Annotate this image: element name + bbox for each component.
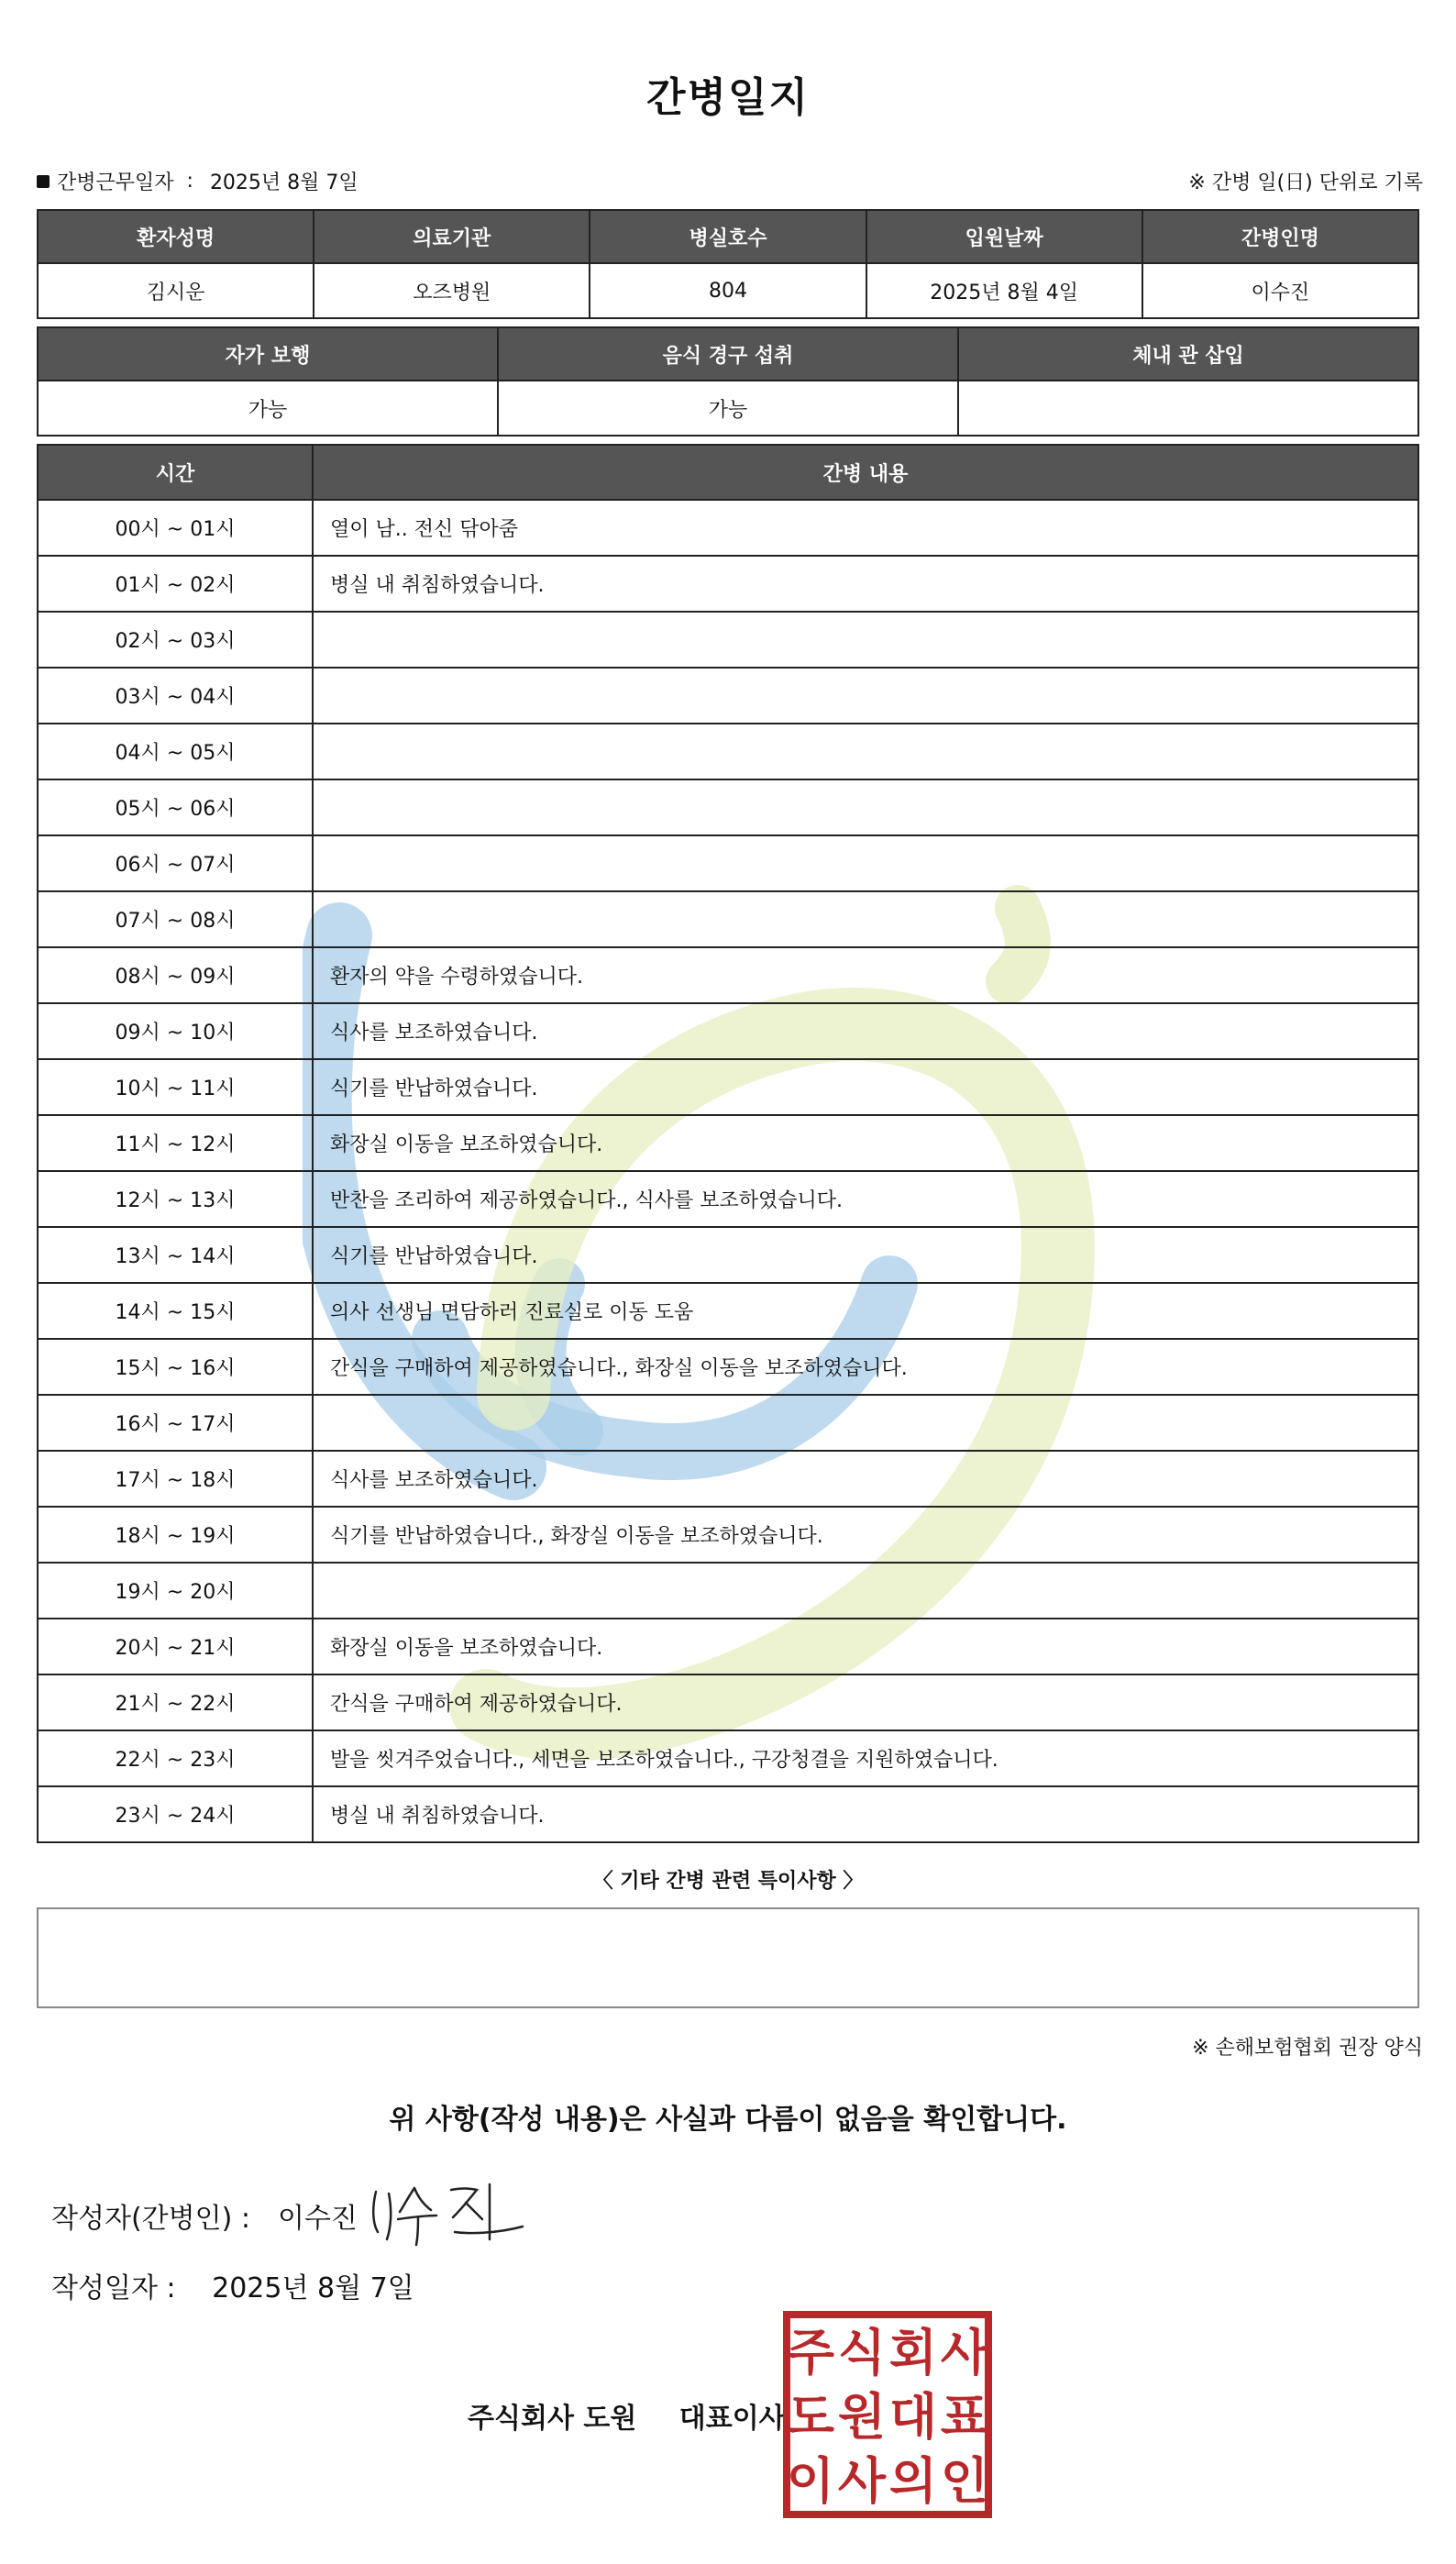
time-cell: 23시 ~ 24시 xyxy=(38,1786,313,1842)
company-name: 주식회사 도원 xyxy=(468,2403,637,2435)
care-content-cell: 병실 내 취침하였습니다. xyxy=(313,556,1418,612)
company-line xyxy=(468,2395,786,2436)
room-number-cell: 804 xyxy=(590,263,866,318)
author-name: 이수진 xyxy=(277,2203,358,2235)
time-cell: 15시 ~ 16시 xyxy=(38,1339,313,1395)
care-content-cell: 식기를 반납하였습니다. xyxy=(313,1059,1418,1115)
seal-character: 사 xyxy=(837,2452,887,2510)
ability-header-cell: 체내 관 삽입 xyxy=(958,327,1418,381)
table-row xyxy=(38,1563,1418,1619)
seal-character: 인 xyxy=(940,2452,989,2510)
time-cell: 02시 ~ 03시 xyxy=(38,612,313,668)
written-date-line xyxy=(51,2265,414,2305)
work-date-colon: : xyxy=(186,170,193,193)
care-content-cell: 식기를 반납하였습니다., 화장실 이동을 보조하였습니다. xyxy=(313,1507,1418,1563)
time-cell: 17시 ~ 18시 xyxy=(38,1451,313,1507)
time-cell: 12시 ~ 13시 xyxy=(38,1171,313,1227)
care-content-cell: 환자의 약을 수령하였습니다. xyxy=(313,947,1418,1003)
care-content-cell: 간식을 구매하여 제공하였습니다. xyxy=(313,1674,1418,1730)
table-row xyxy=(38,1507,1418,1563)
seal-character: 회 xyxy=(888,2324,938,2382)
time-cell: 07시 ~ 08시 xyxy=(38,891,313,947)
content-header-cell: 간병 내용 xyxy=(313,445,1418,500)
care-content-cell: 의사 선생님 면담하러 진료실로 이동 도움 xyxy=(313,1283,1418,1339)
tube-insertion-cell xyxy=(958,381,1418,436)
table-row xyxy=(38,1339,1418,1395)
care-content-cell xyxy=(313,1563,1418,1619)
table-row xyxy=(38,1171,1418,1227)
table-row xyxy=(38,1674,1418,1730)
time-cell: 18시 ~ 19시 xyxy=(38,1507,313,1563)
time-cell: 06시 ~ 07시 xyxy=(38,835,313,891)
company-seal-stamp xyxy=(783,2311,992,2518)
page-title: 간병일지 xyxy=(645,74,810,121)
time-cell: 00시 ~ 01시 xyxy=(38,500,313,556)
table-row xyxy=(38,891,1418,947)
seal-character: 주 xyxy=(786,2324,835,2382)
seal-character: 도 xyxy=(786,2388,835,2446)
seal-character: 식 xyxy=(837,2324,887,2382)
care-log-body xyxy=(38,500,1418,1842)
care-content-cell xyxy=(313,612,1418,668)
work-date xyxy=(37,167,358,195)
seal-character: 이 xyxy=(786,2452,835,2510)
patient-name-cell: 김시운 xyxy=(38,263,314,318)
caregiver-name-cell: 이수진 xyxy=(1142,263,1418,318)
admission-date-cell: 2025년 8월 4일 xyxy=(866,263,1142,318)
table-row xyxy=(38,1059,1418,1115)
seal-character: 사 xyxy=(940,2324,989,2382)
time-cell: 21시 ~ 22시 xyxy=(38,1674,313,1730)
patient-ability-table xyxy=(37,326,1419,437)
care-content-cell: 화장실 이동을 보조하였습니다. xyxy=(313,1115,1418,1171)
care-content-cell xyxy=(313,779,1418,835)
patient-info-table xyxy=(37,209,1419,319)
table-row xyxy=(38,724,1418,779)
ability-header-cell: 자가 보행 xyxy=(38,327,498,381)
seal-character: 대 xyxy=(888,2388,938,2446)
ability-header-cell: 음식 경구 섭취 xyxy=(498,327,958,381)
time-cell: 03시 ~ 04시 xyxy=(38,668,313,724)
time-cell: 08시 ~ 09시 xyxy=(38,947,313,1003)
seal-character: 의 xyxy=(888,2452,938,2510)
record-note: ※ 간병 일(日) 단위로 기록 xyxy=(1188,171,1423,194)
source-note: ※ 손해보험협회 권장 양식 xyxy=(1192,2037,1423,2060)
bullet-square-icon xyxy=(37,175,50,188)
author-label: 작성자(간병인) : xyxy=(51,2203,250,2235)
time-cell: 14시 ~ 15시 xyxy=(38,1283,313,1339)
time-cell: 19시 ~ 20시 xyxy=(38,1563,313,1619)
time-cell: 01시 ~ 02시 xyxy=(38,556,313,612)
care-content-cell xyxy=(313,891,1418,947)
time-cell: 04시 ~ 05시 xyxy=(38,724,313,779)
time-cell: 05시 ~ 06시 xyxy=(38,779,313,835)
table-row xyxy=(38,1395,1418,1451)
patient-header-cell: 입원날짜 xyxy=(866,210,1142,263)
handwritten-signature xyxy=(367,2175,532,2249)
table-row xyxy=(38,1619,1418,1674)
time-cell: 09시 ~ 10시 xyxy=(38,1003,313,1059)
table-row xyxy=(38,947,1418,1003)
care-content-cell xyxy=(313,724,1418,779)
patient-header-cell: 환자성명 xyxy=(38,210,314,263)
work-date-label: 간병근무일자 xyxy=(57,171,174,194)
time-cell: 11시 ~ 12시 xyxy=(38,1115,313,1171)
care-content-cell xyxy=(313,835,1418,891)
care-content-cell xyxy=(313,668,1418,724)
time-cell: 20시 ~ 21시 xyxy=(38,1619,313,1674)
table-row xyxy=(38,1451,1418,1507)
hospital-cell: 오즈병원 xyxy=(314,263,590,318)
care-content-cell: 식사를 보조하였습니다. xyxy=(313,1451,1418,1507)
seal-character: 표 xyxy=(940,2388,989,2446)
oral-intake-cell: 가능 xyxy=(498,381,958,436)
table-row xyxy=(38,1283,1418,1339)
author-line xyxy=(51,2195,358,2236)
table-row xyxy=(38,500,1418,556)
care-content-cell: 발을 씻겨주었습니다., 세면을 보조하였습니다., 구강청결을 지원하였습니다. xyxy=(313,1730,1418,1786)
seal-character: 원 xyxy=(837,2388,887,2446)
work-date-value: 2025년 8월 7일 xyxy=(209,171,358,194)
patient-header-cell: 간병인명 xyxy=(1142,210,1418,263)
table-row xyxy=(38,835,1418,891)
table-row xyxy=(38,668,1418,724)
patient-header-cell: 병실호수 xyxy=(590,210,866,263)
table-row xyxy=(38,556,1418,612)
confirmation-statement: 위 사항(작성 내용)은 사실과 다름이 없음을 확인합니다. xyxy=(389,2104,1067,2136)
care-content-cell: 반찬을 조리하여 제공하였습니다., 식사를 보조하였습니다. xyxy=(313,1171,1418,1227)
time-header-cell: 시간 xyxy=(38,445,313,500)
care-content-cell: 간식을 구매하여 제공하였습니다., 화장실 이동을 보조하였습니다. xyxy=(313,1339,1418,1395)
notes-box xyxy=(37,1907,1419,2008)
time-cell: 22시 ~ 23시 xyxy=(38,1730,313,1786)
time-cell: 10시 ~ 11시 xyxy=(38,1059,313,1115)
time-cell: 13시 ~ 14시 xyxy=(38,1227,313,1283)
self-walking-cell: 가능 xyxy=(38,381,498,436)
table-row xyxy=(38,1786,1418,1842)
care-content-cell: 식기를 반납하였습니다. xyxy=(313,1227,1418,1283)
table-row xyxy=(38,1730,1418,1786)
ceo-title: 대표이사 xyxy=(678,2403,786,2435)
table-row xyxy=(38,779,1418,835)
care-content-cell: 화장실 이동을 보조하였습니다. xyxy=(313,1619,1418,1674)
table-row xyxy=(38,1003,1418,1059)
care-log-table xyxy=(37,444,1419,1843)
written-date-label: 작성일자 : xyxy=(51,2272,176,2304)
care-content-cell: 열이 남.. 전신 닦아줌 xyxy=(313,500,1418,556)
table-row xyxy=(38,1115,1418,1171)
care-content-cell: 병실 내 취침하였습니다. xyxy=(313,1786,1418,1842)
patient-header-cell: 의료기관 xyxy=(314,210,590,263)
table-row xyxy=(38,1227,1418,1283)
written-date-value: 2025년 8월 7일 xyxy=(212,2272,414,2304)
care-content-cell xyxy=(313,1395,1418,1451)
table-row xyxy=(38,612,1418,668)
time-cell: 16시 ~ 17시 xyxy=(38,1395,313,1451)
care-content-cell: 식사를 보조하였습니다. xyxy=(313,1003,1418,1059)
notes-title: 〈 기타 간병 관련 특이사항 〉 xyxy=(592,1870,864,1893)
